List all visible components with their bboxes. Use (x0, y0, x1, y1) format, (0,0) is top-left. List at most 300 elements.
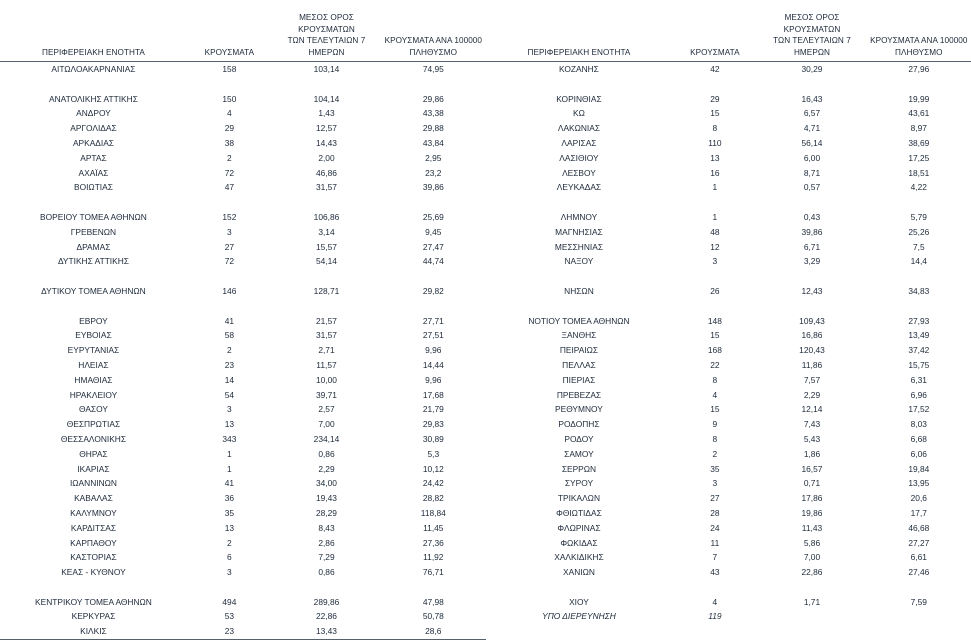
cell-region-name: ΙΚΑΡΙΑΣ (0, 462, 187, 477)
right-header-per100k (867, 12, 971, 62)
table-row-spacer (0, 195, 486, 210)
cell-cases: 43 (672, 565, 757, 580)
table-row (0, 388, 486, 403)
spacer-cell (672, 195, 757, 210)
cell-per100k: 50,78 (381, 609, 485, 624)
table-row (0, 595, 486, 610)
table-row (486, 521, 971, 536)
table-row (486, 476, 971, 491)
cell-per100k: 27,27 (867, 536, 971, 551)
left-header-region: ΠΕΡΙΦΕΡΕΙΑΚΗ ΕΝΟΤΗΤΑ (0, 12, 187, 62)
cell-per100k: 19,99 (867, 92, 971, 107)
cell-cases: 28 (672, 506, 757, 521)
cell-region-name: ΗΜΑΘΙΑΣ (0, 373, 187, 388)
cell-region-name: ΦΛΩΡΙΝΑΣ (486, 521, 673, 536)
table-row (486, 609, 971, 624)
table-row (486, 506, 971, 521)
cell-cases: 47 (187, 180, 272, 195)
spacer-cell (672, 580, 757, 595)
cell-per100k: 6,96 (867, 388, 971, 403)
cell-per100k: 17,52 (867, 402, 971, 417)
cell-region-name: ΚΑΡΔΙΤΣΑΣ (0, 521, 187, 536)
spacer-cell (486, 269, 673, 284)
cell-per100k: 23,2 (381, 166, 485, 181)
cell-region-name: ΚΑΒΑΛΑΣ (0, 491, 187, 506)
cell-avg7: 46,86 (272, 166, 381, 181)
cell-region-name: ΧΑΛΚΙΔΙΚΗΣ (486, 550, 673, 565)
cell-per100k: 9,96 (381, 373, 485, 388)
cell-cases: 158 (187, 62, 272, 77)
cell-avg7: 11,43 (757, 521, 866, 536)
cell-region-name: ΧΑΝΙΩΝ (486, 565, 673, 580)
spacer-cell (272, 299, 381, 314)
cell-region-name: ΔΥΤΙΚΟΥ ΤΟΜΕΑ ΑΘΗΝΩΝ (0, 284, 187, 299)
cell-per100k: 47,98 (381, 595, 485, 610)
cell-cases: 150 (187, 92, 272, 107)
right-data-table (486, 12, 971, 624)
right-table-head (486, 12, 971, 62)
cell-region-name: ΤΡΙΚΑΛΩΝ (486, 491, 673, 506)
cell-avg7: 19,43 (272, 491, 381, 506)
cell-cases: 13 (672, 151, 757, 166)
right-header-per100k-line1: ΚΡΟΥΣΜΑΤΑ ΑΝΑ 100000 (870, 36, 967, 45)
table-row (0, 121, 486, 136)
table-row (486, 388, 971, 403)
cell-region-name: ΦΘΙΩΤΙΔΑΣ (486, 506, 673, 521)
spacer-cell (757, 299, 866, 314)
cell-per100k: 34,83 (867, 284, 971, 299)
table-row (486, 432, 971, 447)
cell-region-name: ΛΑΣΙΘΙΟΥ (486, 151, 673, 166)
table-row (486, 225, 971, 240)
cell-avg7: 19,86 (757, 506, 866, 521)
table-row (486, 121, 971, 136)
spacer-cell (272, 195, 381, 210)
cell-avg7: 10,00 (272, 373, 381, 388)
table-row (0, 92, 486, 107)
cell-cases: 54 (187, 388, 272, 403)
table-row (0, 462, 486, 477)
cell-per100k: 27,93 (867, 314, 971, 329)
cell-region-name: ΚΩ (486, 106, 673, 121)
cell-region-name: ΑΙΤΩΛΟΑΚΑΡΝΑΝΙΑΣ (0, 62, 187, 77)
cell-avg7: 21,57 (272, 314, 381, 329)
cell-cases: 48 (672, 225, 757, 240)
cell-cases: 3 (187, 402, 272, 417)
cell-avg7: 54,14 (272, 254, 381, 269)
cell-cases: 35 (187, 506, 272, 521)
cell-cases: 2 (187, 151, 272, 166)
cell-region-name: ΚΟΖΑΝΗΣ (486, 62, 673, 77)
cell-avg7: 39,71 (272, 388, 381, 403)
cell-avg7: 11,57 (272, 358, 381, 373)
cell-per100k: 25,26 (867, 225, 971, 240)
cell-cases: 3 (672, 254, 757, 269)
spacer-cell (867, 77, 971, 92)
cell-per100k: 21,79 (381, 402, 485, 417)
cell-cases: 4 (672, 595, 757, 610)
table-row-spacer (486, 580, 971, 595)
left-data-table (0, 12, 486, 640)
spacer-cell (0, 269, 187, 284)
cell-cases: 1 (672, 180, 757, 195)
cell-per100k: 15,75 (867, 358, 971, 373)
table-row (0, 225, 486, 240)
cell-avg7: 5,43 (757, 432, 866, 447)
cell-cases: 8 (672, 432, 757, 447)
cell-region-name: ΘΑΣΟΥ (0, 402, 187, 417)
cell-avg7: 109,43 (757, 314, 866, 329)
cell-avg7: 0,71 (757, 476, 866, 491)
cell-region-name: ΠΡΕΒΕΖΑΣ (486, 388, 673, 403)
table-row (0, 491, 486, 506)
spacer-cell (486, 195, 673, 210)
cell-region-name: ΔΥΤΙΚΗΣ ΑΤΤΙΚΗΣ (0, 254, 187, 269)
cell-cases: 1 (672, 210, 757, 225)
table-row (0, 609, 486, 624)
cell-avg7: 34,00 (272, 476, 381, 491)
cell-cases: 168 (672, 343, 757, 358)
table-row-spacer (486, 77, 971, 92)
cell-per100k: 74,95 (381, 62, 485, 77)
cell-region-name: ΚΑΣΤΟΡΙΑΣ (0, 550, 187, 565)
cell-per100k: 37,42 (867, 343, 971, 358)
cell-region-name: ΛΑΡΙΣΑΣ (486, 136, 673, 151)
left-header-row (0, 12, 486, 62)
cell-per100k: 27,71 (381, 314, 485, 329)
cell-per100k: 2,95 (381, 151, 485, 166)
cell-cases: 27 (672, 491, 757, 506)
table-row (486, 402, 971, 417)
cell-cases: 13 (187, 521, 272, 536)
spacer-cell (0, 299, 187, 314)
left-header-per100k-line1: ΚΡΟΥΣΜΑΤΑ ΑΝΑ 100000 (385, 36, 482, 45)
spacer-cell (0, 580, 187, 595)
cell-avg7: 0,86 (272, 565, 381, 580)
cell-cases: 1 (187, 447, 272, 462)
cell-avg7: 5,86 (757, 536, 866, 551)
left-header-avg7 (272, 12, 381, 62)
cell-avg7: 14,43 (272, 136, 381, 151)
table-row (486, 565, 971, 580)
cell-cases: 4 (187, 106, 272, 121)
table-row (486, 314, 971, 329)
right-header-avg7-line2: ΤΩΝ ΤΕΛΕΥΤΑΙΩΝ 7 ΗΜΕΡΩΝ (757, 35, 866, 58)
cell-region-name: ΛΗΜΝΟΥ (486, 210, 673, 225)
cell-cases: 3 (187, 225, 272, 240)
cell-cases: 42 (672, 62, 757, 77)
cell-region-name: ΣΑΜΟΥ (486, 447, 673, 462)
cell-cases: 23 (187, 358, 272, 373)
cell-avg7: 39,86 (757, 225, 866, 240)
table-row-spacer (0, 77, 486, 92)
cell-per100k: 9,96 (381, 343, 485, 358)
left-header-per100k (381, 12, 485, 62)
table-row-spacer (486, 299, 971, 314)
cell-avg7: 28,29 (272, 506, 381, 521)
cell-region-name: ΗΛΕΙΑΣ (0, 358, 187, 373)
cell-region-name: ΜΕΣΣΗΝΙΑΣ (486, 240, 673, 255)
cell-avg7: 0,57 (757, 180, 866, 195)
cell-region-name: ΦΩΚΙΔΑΣ (486, 536, 673, 551)
cell-per100k: 46,68 (867, 521, 971, 536)
right-header-region: ΠΕΡΙΦΕΡΕΙΑΚΗ ΕΝΟΤΗΤΑ (486, 12, 673, 62)
cell-per100k: 11,92 (381, 550, 485, 565)
cell-cases: 119 (672, 609, 757, 624)
cell-per100k: 14,44 (381, 358, 485, 373)
cell-region-name: ΒΟΙΩΤΙΑΣ (0, 180, 187, 195)
spacer-cell (486, 77, 673, 92)
table-row (486, 254, 971, 269)
cell-avg7: 12,14 (757, 402, 866, 417)
cell-per100k: 29,82 (381, 284, 485, 299)
spacer-cell (0, 77, 187, 92)
cell-cases: 2 (187, 536, 272, 551)
cell-avg7: 3,29 (757, 254, 866, 269)
table-row (486, 151, 971, 166)
table-row (0, 402, 486, 417)
cell-avg7: 2,86 (272, 536, 381, 551)
cell-per100k: 20,6 (867, 491, 971, 506)
cell-per100k: 24,42 (381, 476, 485, 491)
spacer-cell (867, 195, 971, 210)
cell-cases: 343 (187, 432, 272, 447)
spacer-cell (486, 299, 673, 314)
cell-region-name: ΘΕΣΠΡΩΤΙΑΣ (0, 417, 187, 432)
cell-avg7: 234,14 (272, 432, 381, 447)
cell-avg7 (757, 609, 866, 624)
cell-per100k: 43,38 (381, 106, 485, 121)
spacer-cell (757, 580, 866, 595)
spacer-cell (381, 195, 485, 210)
cell-region-name: ΝΑΞΟΥ (486, 254, 673, 269)
cell-cases: 29 (187, 121, 272, 136)
cell-per100k: 8,97 (867, 121, 971, 136)
cell-per100k: 27,96 (867, 62, 971, 77)
cell-cases: 38 (187, 136, 272, 151)
table-row (0, 506, 486, 521)
spacer-cell (672, 299, 757, 314)
spacer-cell (867, 580, 971, 595)
spacer-cell (867, 299, 971, 314)
table-row (0, 210, 486, 225)
cell-per100k (867, 609, 971, 624)
cell-region-name: ΝΗΣΩΝ (486, 284, 673, 299)
cell-cases: 8 (672, 373, 757, 388)
cell-per100k: 9,45 (381, 225, 485, 240)
cell-avg7: 1,43 (272, 106, 381, 121)
cell-avg7: 30,29 (757, 62, 866, 77)
table-row (486, 536, 971, 551)
cell-avg7: 31,57 (272, 328, 381, 343)
cell-cases: 36 (187, 491, 272, 506)
cell-per100k: 29,88 (381, 121, 485, 136)
cell-avg7: 2,29 (757, 388, 866, 403)
cell-avg7: 12,57 (272, 121, 381, 136)
cell-per100k: 5,79 (867, 210, 971, 225)
cell-cases: 110 (672, 136, 757, 151)
table-row (0, 565, 486, 580)
cell-region-name: ΞΑΝΘΗΣ (486, 328, 673, 343)
cell-region-name: ΛΕΣΒΟΥ (486, 166, 673, 181)
cell-region-name: ΚΕΝΤΡΙΚΟΥ ΤΟΜΕΑ ΑΘΗΝΩΝ (0, 595, 187, 610)
cell-per100k: 10,12 (381, 462, 485, 477)
table-row (0, 417, 486, 432)
table-row (486, 462, 971, 477)
table-row (0, 550, 486, 565)
cell-avg7: 7,00 (272, 417, 381, 432)
cell-avg7: 3,14 (272, 225, 381, 240)
spacer-cell (381, 77, 485, 92)
right-header-avg7 (757, 12, 866, 62)
table-row (486, 92, 971, 107)
table-row (486, 180, 971, 195)
table-row (486, 166, 971, 181)
right-header-per100k-line2: ΠΛΗΘΥΣΜΟ (867, 47, 971, 59)
cell-per100k: 28,82 (381, 491, 485, 506)
cell-region-name: ΚΟΡΙΝΘΙΑΣ (486, 92, 673, 107)
table-row (486, 550, 971, 565)
cell-avg7: 7,43 (757, 417, 866, 432)
cell-region-name: ΚΑΡΠΑΘΟΥ (0, 536, 187, 551)
cell-region-name: ΡΕΘΥΜΝΟΥ (486, 402, 673, 417)
table-row-spacer (0, 269, 486, 284)
cell-cases: 13 (187, 417, 272, 432)
spacer-cell (381, 269, 485, 284)
cell-per100k: 13,95 (867, 476, 971, 491)
cell-cases: 26 (672, 284, 757, 299)
table-row (0, 314, 486, 329)
table-row (0, 476, 486, 491)
cell-region-name: ΛΕΥΚΑΔΑΣ (486, 180, 673, 195)
cell-avg7: 6,00 (757, 151, 866, 166)
cell-region-name: ΡΟΔΟΥ (486, 432, 673, 447)
cell-cases: 29 (672, 92, 757, 107)
cell-cases: 8 (672, 121, 757, 136)
cell-region-name: ΠΙΕΡΙΑΣ (486, 373, 673, 388)
spacer-cell (187, 299, 272, 314)
table-row (0, 521, 486, 536)
cell-per100k: 29,86 (381, 92, 485, 107)
cell-avg7: 22,86 (757, 565, 866, 580)
cell-per100k: 14,4 (867, 254, 971, 269)
cell-region-name: ΕΥΒΟΙΑΣ (0, 328, 187, 343)
table-row (486, 284, 971, 299)
table-row (0, 358, 486, 373)
cell-per100k: 6,68 (867, 432, 971, 447)
cell-avg7: 103,14 (272, 62, 381, 77)
cell-avg7: 106,86 (272, 210, 381, 225)
cell-per100k: 17,25 (867, 151, 971, 166)
cell-region-name: ΔΡΑΜΑΣ (0, 240, 187, 255)
cell-cases: 27 (187, 240, 272, 255)
cell-avg7: 0,43 (757, 210, 866, 225)
spacer-cell (381, 299, 485, 314)
spacer-cell (757, 269, 866, 284)
table-row-spacer (486, 269, 971, 284)
table-row (0, 328, 486, 343)
cell-per100k: 5,3 (381, 447, 485, 462)
cell-avg7: 11,86 (757, 358, 866, 373)
spacer-cell (867, 269, 971, 284)
table-row (486, 447, 971, 462)
cell-per100k: 43,61 (867, 106, 971, 121)
cell-cases: 148 (672, 314, 757, 329)
cell-cases: 58 (187, 328, 272, 343)
right-header-row (486, 12, 971, 62)
cell-avg7: 0,86 (272, 447, 381, 462)
spacer-cell (187, 269, 272, 284)
cell-avg7: 4,71 (757, 121, 866, 136)
cell-avg7: 104,14 (272, 92, 381, 107)
cell-region-name: ΑΡΚΑΔΙΑΣ (0, 136, 187, 151)
table-row (0, 254, 486, 269)
cell-per100k: 8,03 (867, 417, 971, 432)
left-header-avg7-line1: ΜΕΣΟΣ ΟΡΟΣ ΚΡΟΥΣΜΑΤΩΝ (298, 13, 355, 34)
cell-region-name: ΝΟΤΙΟΥ ΤΟΜΕΑ ΑΘΗΝΩΝ (486, 314, 673, 329)
cell-cases: 23 (187, 624, 272, 639)
spacer-cell (757, 77, 866, 92)
table-row (486, 106, 971, 121)
cell-cases: 22 (672, 358, 757, 373)
cell-cases: 7 (672, 550, 757, 565)
table-row (0, 284, 486, 299)
cell-avg7: 13,43 (272, 624, 381, 639)
cell-per100k: 118,84 (381, 506, 485, 521)
cell-region-name: ΧΙΟΥ (486, 595, 673, 610)
table-row (0, 343, 486, 358)
cell-cases: 15 (672, 106, 757, 121)
spacer-cell (486, 580, 673, 595)
cell-region-name: ΘΕΣΣΑΛΟΝΙΚΗΣ (0, 432, 187, 447)
spacer-cell (672, 77, 757, 92)
cell-per100k: 7,5 (867, 240, 971, 255)
cell-avg7: 31,57 (272, 180, 381, 195)
table-row (0, 240, 486, 255)
cell-per100k: 19,84 (867, 462, 971, 477)
cell-avg7: 17,86 (757, 491, 866, 506)
cell-avg7: 16,43 (757, 92, 866, 107)
spacer-cell (672, 269, 757, 284)
cell-per100k: 11,45 (381, 521, 485, 536)
table-row (486, 136, 971, 151)
cell-region-name: ΘΗΡΑΣ (0, 447, 187, 462)
cell-per100k: 18,51 (867, 166, 971, 181)
table-row-spacer (0, 299, 486, 314)
cell-per100k: 43,84 (381, 136, 485, 151)
cell-avg7: 2,29 (272, 462, 381, 477)
cell-region-name: ΡΟΔΟΠΗΣ (486, 417, 673, 432)
cell-cases: 35 (672, 462, 757, 477)
cell-cases: 53 (187, 609, 272, 624)
cell-avg7: 8,71 (757, 166, 866, 181)
spacer-cell (381, 580, 485, 595)
cell-avg7: 2,71 (272, 343, 381, 358)
cell-region-name: ΒΟΡΕΙΟΥ ΤΟΜΕΑ ΑΘΗΝΩΝ (0, 210, 187, 225)
cell-cases: 15 (672, 402, 757, 417)
cell-cases: 41 (187, 476, 272, 491)
cell-region-name: ΑΝΔΡΟΥ (0, 106, 187, 121)
cell-region-name: ΚΙΛΚΙΣ (0, 624, 187, 639)
cell-region-name: ΥΠΟ ΔΙΕΡΕΥΝΗΣΗ (486, 609, 673, 624)
cell-cases: 2 (672, 447, 757, 462)
cell-per100k: 4,22 (867, 180, 971, 195)
cell-avg7: 7,57 (757, 373, 866, 388)
cell-avg7: 16,86 (757, 328, 866, 343)
cell-region-name: ΑΧΑΪΑΣ (0, 166, 187, 181)
cell-cases: 2 (187, 343, 272, 358)
cell-avg7: 12,43 (757, 284, 866, 299)
